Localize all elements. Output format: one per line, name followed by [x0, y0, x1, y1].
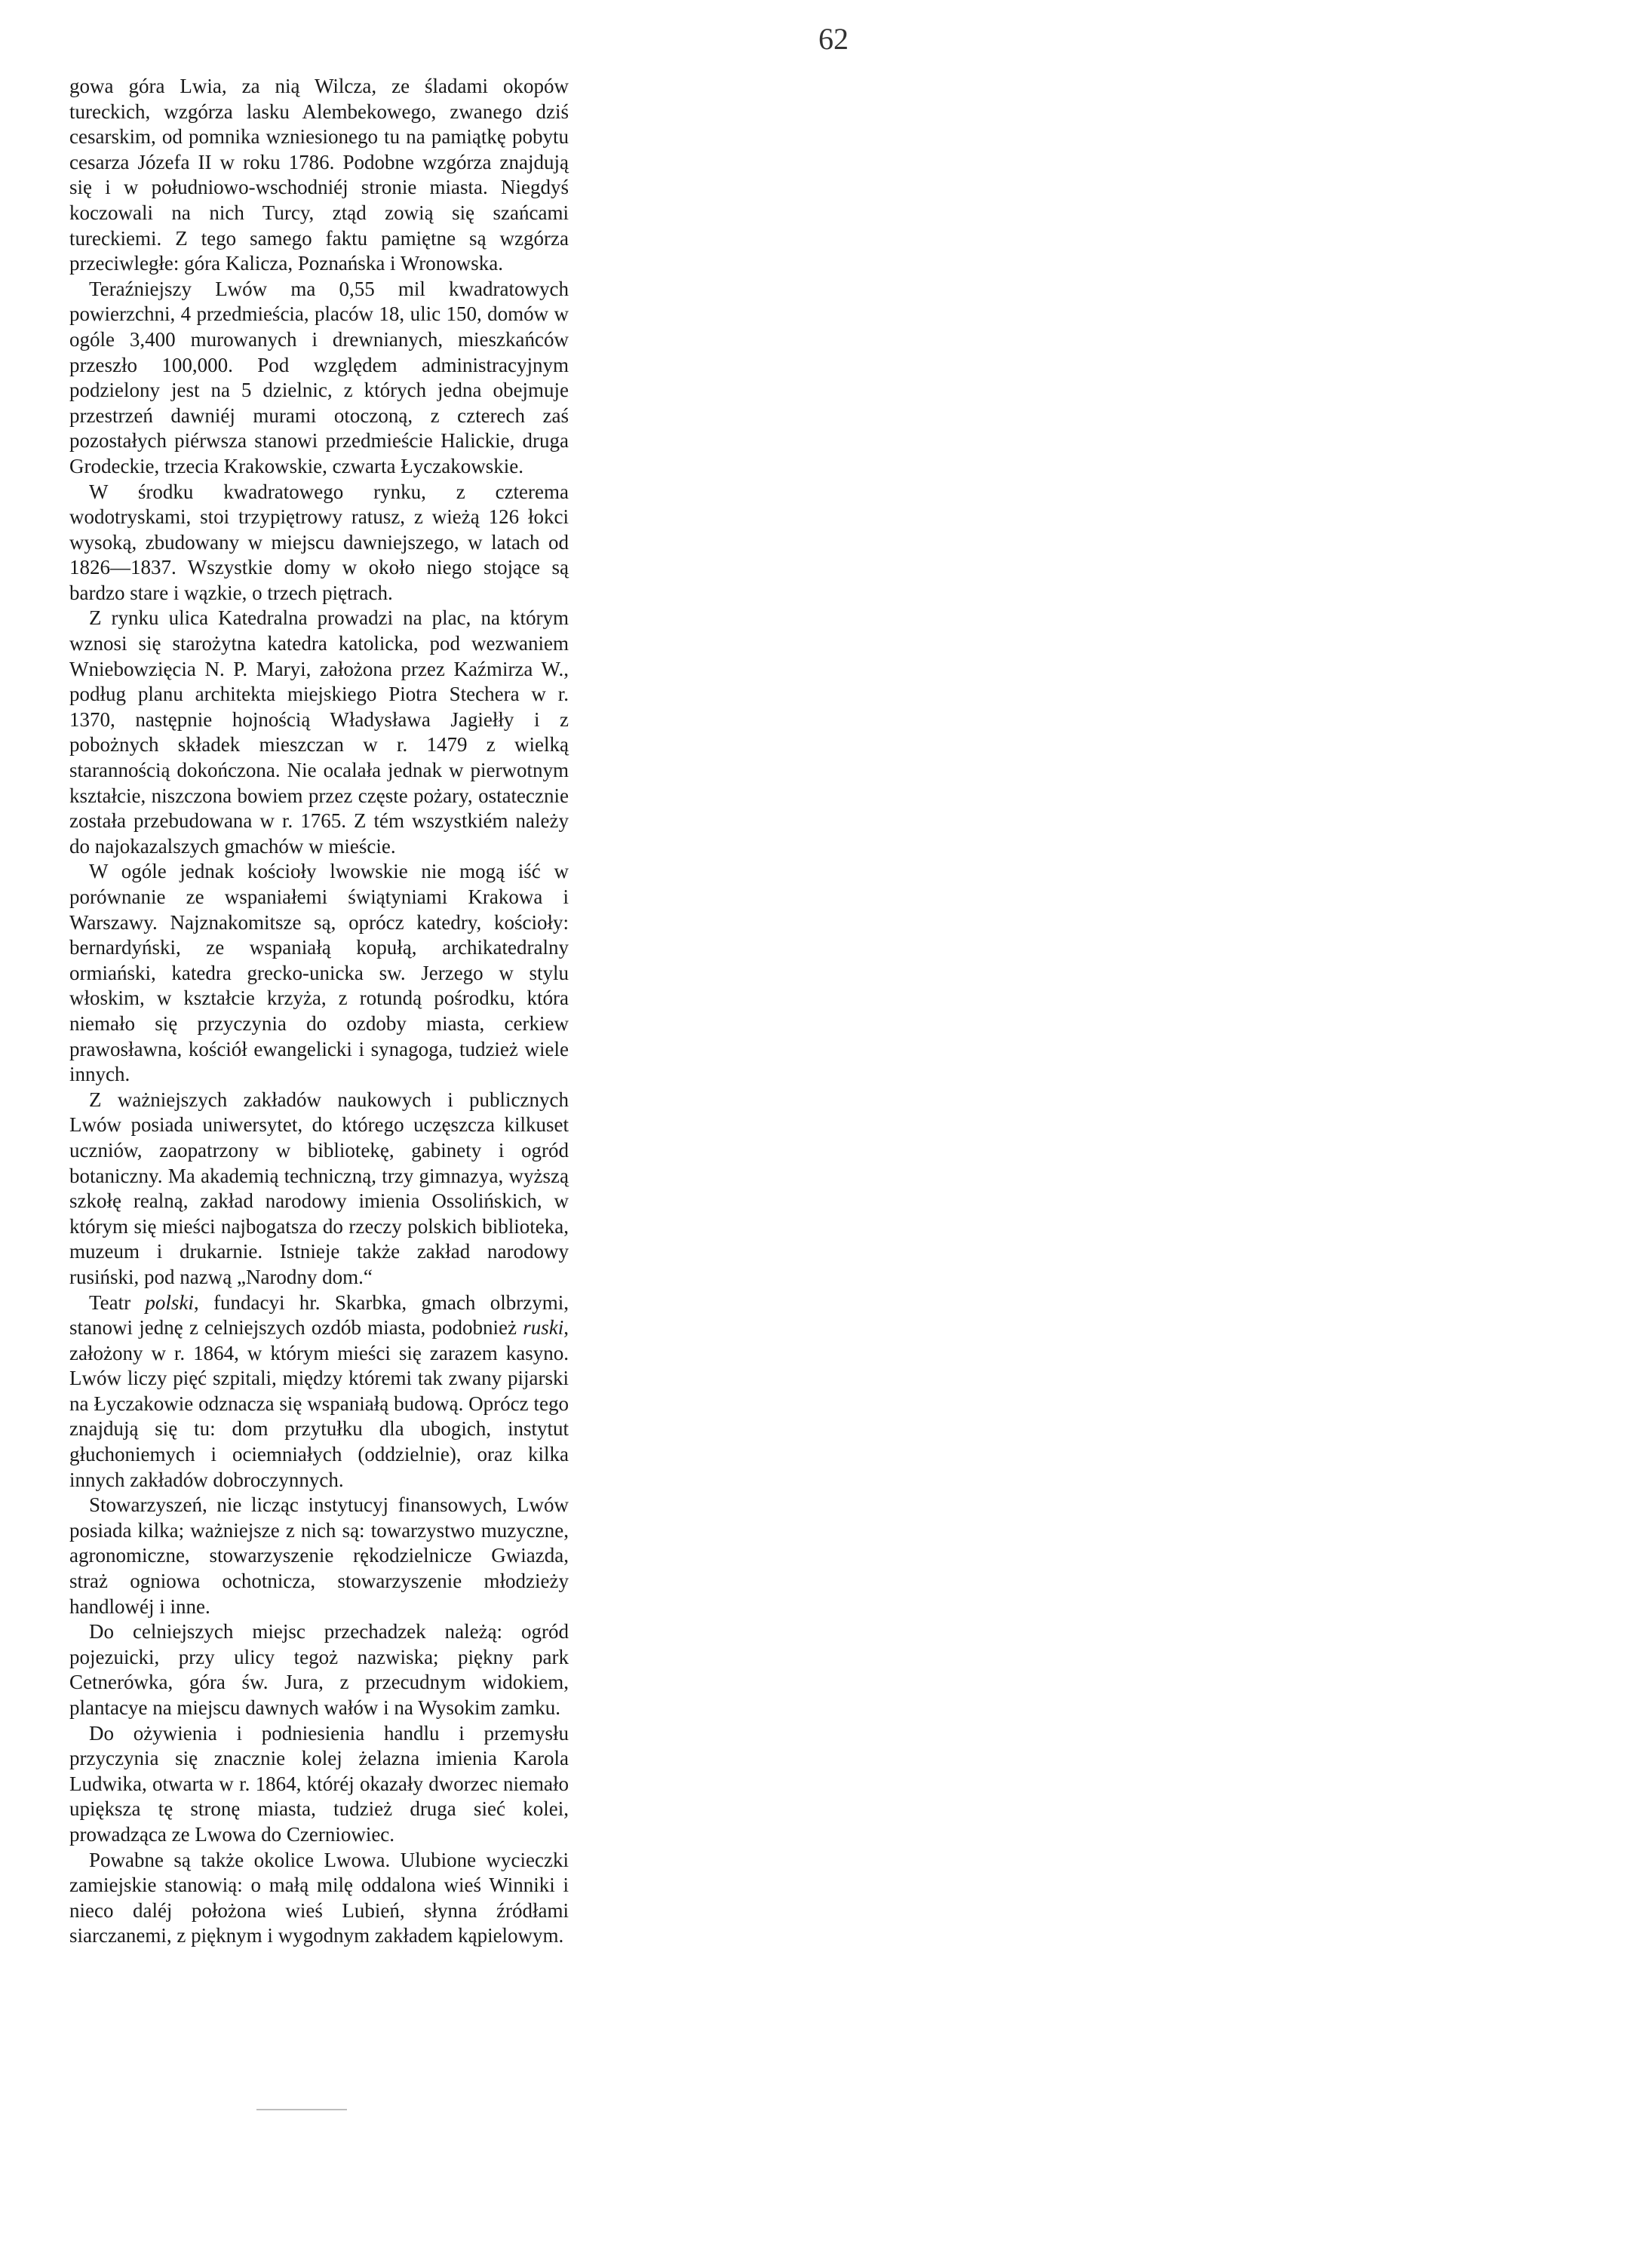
page-number: 62 [818, 22, 849, 56]
paragraph: Do ożywienia i podniesienia handlu i przemysłu przyczynia się znacznie kolej żelazna imienia Karola Ludwika, otwarta w r. 1864, któréj okazały dworzec niemało upiększa tę stronę miasta, tudzież druga sieć kolei, prowadząca ze Lwowa do Czerniowiec. [69, 1721, 569, 1846]
paragraph-text: , założony w r. 1864, w którym mieści się zarazem kasyno. Lwów liczy pięć szpitali, między któremi tak zwany pijarski na Łyczakowie odznacza się wspaniałą budową. Oprócz tego znajdują się tu: dom przytułku dla ubogich, instytut głuchoniemych i ociemniałych (oddzielnie), oraz kilka innych zakładów dobroczynnych. [69, 1316, 569, 1491]
paragraph: Powabne są także okolice Lwowa. Ulubione wycieczki zamiejskie stanowią: o małą milę oddalona wieś Winniki i nieco daléj położona wieś Lubień, słynna źródłami siarczanemi, z pięknym i wygodnym zakładem kąpielowym. [69, 1848, 569, 1947]
paragraph-text: , fundacyi hr. Skarbka, gmach olbrzymi, stanowi jednę z celniejszych ozdób miasta, podobnież [69, 1291, 569, 1340]
paragraph: W ogóle jednak kościoły lwowskie nie mogą iść w porównanie ze wspaniałemi świątyniami Krakowa i Warszawy. Najznakomitsze są, oprócz katedry, kościoły: bernardyński, ze wspaniałą kopułą, archikatedralny ormiański, katedra grecko-unicka sw. Jerzego w stylu włoskim, w kształcie krzyża, z rotundą pośrodku, która niemało się przyczynia do ozdoby miasta, cerkiew prawosławna, kościół ewangelicki i synagoga, tudzież wiele innych. [69, 860, 569, 1086]
paragraph: Stowarzyszeń, nie licząc instytucyj finansowych, Lwów posiada kilka; ważniejsze z nich są: towarzystwo muzyczne, agronomiczne, stowarzyszenie rękodzielnicze Gwiazda, straż ogniowa ochotnicza, stowarzyszenie młodzieży handlowéj i inne. [69, 1493, 569, 1618]
paragraph: gowa góra Lwia, za nią Wilcza, ze śladami okopów tureckich, wzgórza lasku Alembekowego, zwanego dziś cesarskim, od pomnika wzniesionego tu na pamiątkę pobytu cesarza Józefa II w roku 1786. Podobne wzgórza znajdują się i w południowo-wschodniéj stronie miasta. Niegdyś koczowali na nich Turcy, ztąd zowią się szańcami tureckiemi. Z tego samego faktu pamiętne są wzgórza przeciwległe: góra Kalicza, Poznańska i Wronowska. [69, 75, 569, 275]
paragraph-text: Teatr [89, 1291, 146, 1314]
paragraph: Teraźniejszy Lwów ma 0,55 mil kwadratowych powierzchni, 4 przedmieścia, placów 18, ulic 150, domów w ogóle 3,400 murowanych i drewnianych, mieszkańców przeszło 100,000. Pod względem administracyjnym podzielony jest na 5 dzielnic, z których jedna obejmuje przestrzeń dawniéj murami otoczoną, z czterech zaś pozostałych piérwsza stanowi przedmieście Halickie, druga Grodeckie, trzecia Krakowskie, czwarta Łyczakowskie. [69, 277, 569, 477]
footer-rule [256, 2109, 347, 2110]
text-column [69, 74, 569, 1949]
paragraph: Do celniejszych miejsc przechadzek należą: ogród pojezuicki, przy ulicy tegoż nazwiska; piękny park Cetnerówka, góra św. Jura, z przecudnym widokiem, plantacye na miejscu dawnych wałów i na Wysokim zamku. [69, 1620, 569, 1719]
paragraph: W środku kwadratowego rynku, z czterema wodotryskami, stoi trzypiętrowy ratusz, z wieżą 126 łokci wysoką, zbudowany w miejscu dawniejszego, w latach od 1826—1837. Wszystkie domy w około niego stojące są bardzo stare i wązkie, o trzech piętrach. [69, 480, 569, 604]
paragraph: Z rynku ulica Katedralna prowadzi na plac, na którym wznosi się starożytna katedra katolicka, pod wezwaniem Wniebowzięcia N. P. Maryi, założona przez Kaźmirza W., podług planu architekta miejskiego Piotra Stechera w r. 1370, następnie hojnością Władysława Jagiełły i z pobożnych składek mieszczan w r. 1479 z wielką starannością dokończona. Nie ocalała jednak w pierwotnym kształcie, niszczona bowiem przez częste pożary, ostatecznie została przebudowana w r. 1765. Z tém wszystkiém należy do najokazalszych gmachów w mieście. [69, 606, 569, 858]
paragraph-theatre [69, 1291, 569, 1493]
paragraph: Z ważniejszych zakładów naukowych i publicznych Lwów posiada uniwersytet, do którego uczęszcza kilkuset uczniów, zaopatrzony w bibliotekę, gabinety i ogród botaniczny. Ma akademią techniczną, trzy gimnazya, wyższą szkołę realną, zakład narodowy imienia Ossolińskich, w którym się mieści najbogatsza do rzeczy polskich biblioteka, muzeum i drukarnie. Istnieje także zakład narodowy rusiński, pod nazwą „Narodny dom.“ [69, 1088, 569, 1288]
italic-word: ruski [523, 1316, 564, 1340]
italic-word: polski [145, 1291, 194, 1314]
